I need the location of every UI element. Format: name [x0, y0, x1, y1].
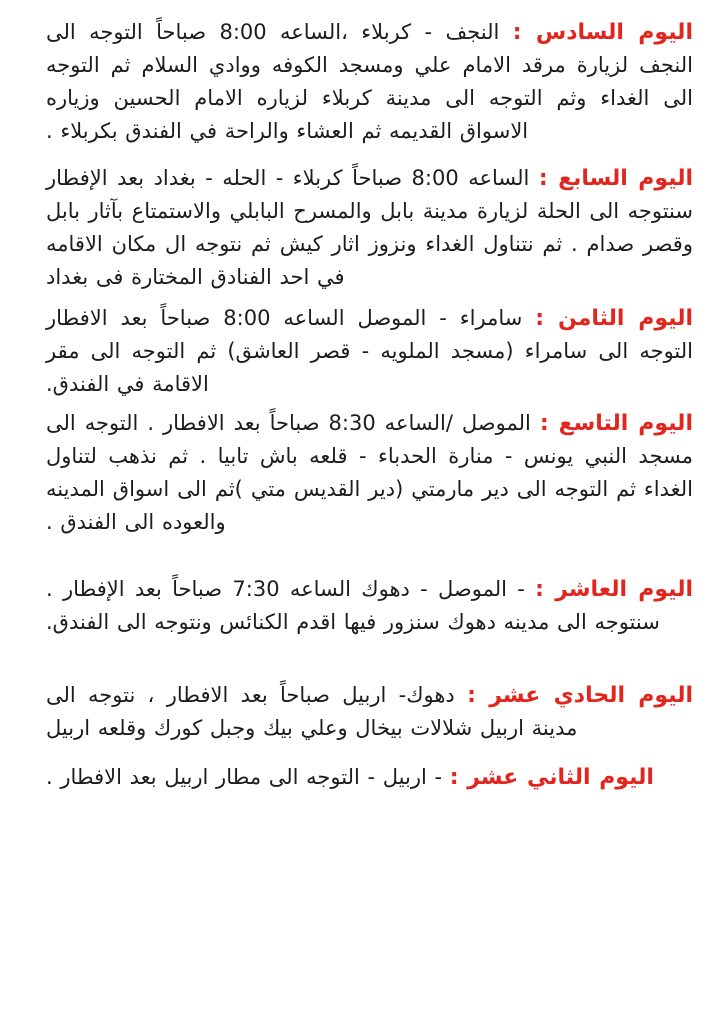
day-9-paragraph: [46, 407, 693, 539]
day-12-heading: اليوم الثاني عشر :: [449, 765, 654, 790]
day-9-body-text: الموصل /الساعه 8:30 صباحاً بعد الافطار . التوجه الى مسجد النبي يونس - منارة الحدباء - قلعه باش تابيا . ثم نذهب لتناول الغداء ثم التوجه الى دير مارمتي (دير القديس متي )ثم الى اسواق المدينه والعوده الى الفندق .: [46, 411, 693, 534]
day-12-body-text: - اربيل - التوجه الى مطار اربيل بعد الافطار .: [46, 765, 443, 789]
day-9-heading: اليوم التاسع :: [539, 411, 693, 436]
day-10-body-text: - الموصل - دهوك الساعه 7:30 صباحاً بعد الإفطار . سنتوجه الى مدينه دهوك سنزور فيها اقدم الكنائس ونتوجه الى الفندق.: [46, 577, 660, 634]
day-10-heading: اليوم العاشر :: [535, 577, 693, 602]
day-8-heading: اليوم الثامن :: [535, 306, 694, 331]
day-11-paragraph: [46, 679, 693, 745]
day-7-heading: اليوم السابع :: [538, 166, 693, 191]
day-7-body-text: الساعه 8:00 صباحاً كربلاء - الحله - بغداد بعد الإفطار سنتوجه الى الحلة لزيارة مدينة بابل والمسرح البابلي والاستمتاع بآثار بابل وقصر صدام . ثم نتناول الغداء ونزوز اثار كيش ثم نتوجه ال مكان الاقامه في احد الفنادق المختارة فى بغداد: [46, 166, 693, 289]
day-10-paragraph: [46, 573, 693, 639]
day-6-paragraph: [46, 16, 693, 148]
day-8-paragraph: [46, 302, 693, 401]
day-6-body-text: النجف - كربلاء ،الساعه 8:00 صباحاً التوجه الى النجف لزيارة مرقد الامام علي ومسجد الكوفه ووادي السلام ثم التوجه الى الغداء وثم التوجه الى مدينة كربلاء لزياره الامام الحسين وزياره الاسواق القديمه ثم العشاء والراحة في الفندق بكربلاء .: [46, 20, 693, 143]
day-7-paragraph: [46, 162, 693, 294]
day-8-body-text: سامراء - الموصل الساعه 8:00 صباحاً بعد الافطار التوجه الى سامراء (مسجد الملويه - قصر العاشق) ثم التوجه الى مقر الاقامة في الفندق.: [46, 306, 693, 396]
day-11-body-text: دهوك- اربيل صباحاً بعد الافطار ، نتوجه الى مدينة اربيل شلالات بيخال وعلي بيك وجبل كورك وقلعه اربيل: [46, 683, 578, 740]
day-12-paragraph: [46, 761, 693, 794]
day-6-heading: اليوم السادس :: [512, 20, 693, 45]
day-11-heading: اليوم الحادي عشر :: [467, 683, 693, 708]
